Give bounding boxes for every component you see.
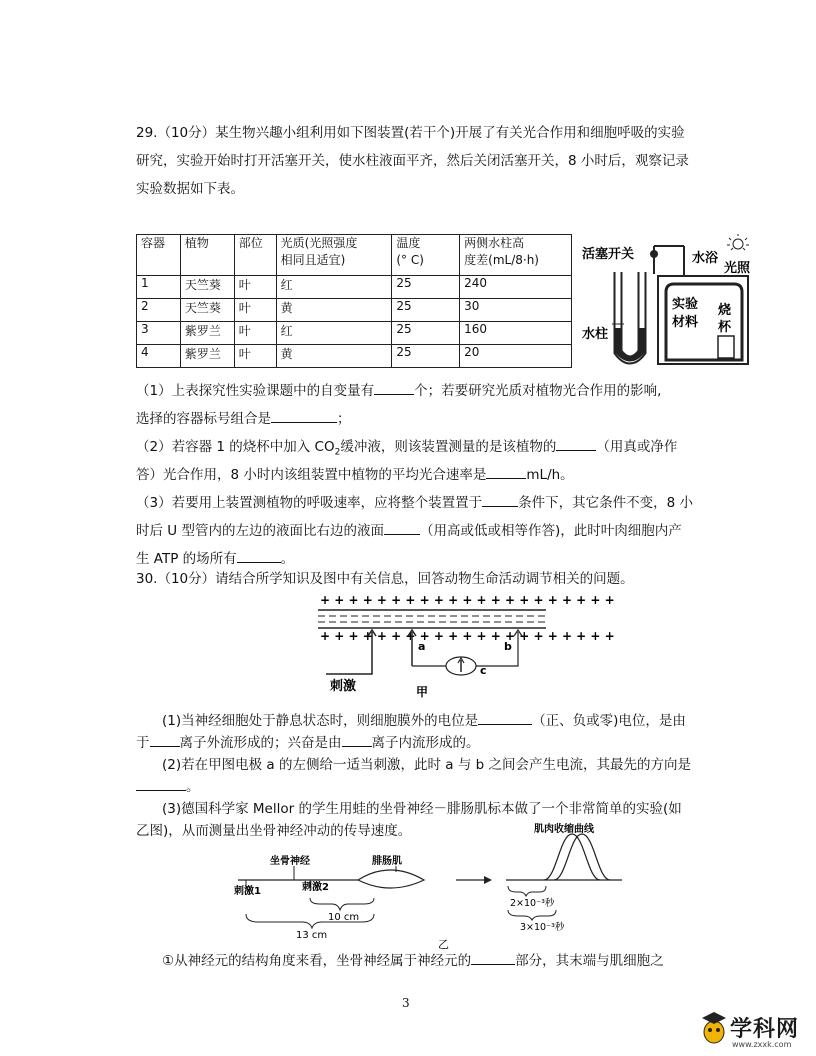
figure-jia: [316, 592, 615, 700]
q29-sub1-line1: （1）上表探究性实验课题中的自变量有 个；若要研究光质对植物光合作用的影响,: [136, 378, 661, 404]
q30-item3-sub1: ①从神经元的结构角度来看，坐骨神经属于神经元的 部分，其末端与肌细胞之: [162, 948, 664, 974]
arrow-right-icon: [456, 876, 492, 884]
q29-sub3-line2: 时后 U 型管内的左边的液面比右边的液面 （用高或低或相等作答)，此时叶肉细胞内产: [136, 518, 682, 544]
label-electrode-a: a: [418, 640, 426, 653]
label-valve: 活塞开关: [582, 247, 635, 262]
valve-icon: [650, 246, 684, 280]
muscle-shape: [358, 870, 424, 888]
q29-sub2-line1: （2）若容器 1 的烧杯中加入 $CO_2$缓冲液，则该装置测量的是该植物的 （用真或净作: [136, 434, 677, 466]
answer-blank[interactable]: [342, 732, 372, 747]
table-cell: 3: [137, 322, 181, 345]
table-row: [137, 322, 572, 345]
answer-blank[interactable]: [478, 710, 532, 725]
table-header-cell: 部位: [234, 235, 276, 276]
table-header-cell: 光质(光照强度 相同且适宜): [276, 235, 392, 276]
label-13cm: 13 cm: [296, 930, 328, 941]
answer-blank[interactable]: [374, 380, 414, 395]
figure-yi: [224, 822, 634, 950]
table-row: [137, 299, 572, 322]
table-cell: 黄: [276, 299, 392, 322]
table-header-cell: 两侧水柱高 度差(mL/8·h): [460, 235, 572, 276]
q29-sub1-line2: 选择的容器标号组合是 ；: [136, 406, 351, 432]
galvanometer-icon: [446, 657, 476, 675]
answer-blank[interactable]: [136, 776, 186, 791]
table-cell: 25: [392, 299, 460, 322]
label-beaker: 烧 杯: [718, 303, 732, 335]
beaker-icon: [718, 336, 734, 358]
table-header-cell: 植物: [180, 235, 234, 276]
table-cell: 紫罗兰: [180, 322, 234, 345]
label-water-column: 水柱: [582, 327, 609, 342]
label-10cm: 10 cm: [328, 912, 360, 923]
q30-item1-line2: 于 离子外流形成的；兴奋是由 离子内流形成的。: [136, 730, 480, 756]
table-cell: 30: [460, 299, 572, 322]
apparatus-diagram: [578, 232, 762, 376]
table-cell: 2: [137, 299, 181, 322]
q30-item1-line1: (1)当神经细胞处于静息状态时，则细胞膜外的电位是 （正、负或零)电位，是由: [162, 708, 686, 734]
table-cell: 叶: [234, 322, 276, 345]
site-logo: [700, 1008, 810, 1052]
label-water-bath: 水浴: [692, 251, 719, 266]
experiment-table: [136, 234, 572, 368]
mascot-icon: [700, 1010, 728, 1046]
table-header-cell: 温度 (° C): [392, 235, 460, 276]
table-cell: 4: [137, 345, 181, 368]
answer-blank[interactable]: [482, 492, 518, 507]
q29-sub3-line3: 生 ATP 的场所有 。: [136, 546, 294, 572]
table-cell: 25: [392, 345, 460, 368]
label-material: 实验 材料: [672, 297, 699, 330]
table-cell: 黄: [276, 345, 392, 368]
table-cell: 25: [392, 322, 460, 345]
answer-blank[interactable]: [237, 548, 281, 563]
label-sciatic-nerve: 坐骨神经: [270, 856, 310, 867]
membrane-charges-bottom: [320, 629, 615, 643]
brace-2ms: [508, 886, 546, 896]
brace-3ms: [508, 910, 556, 920]
q30-item3-line1: (3)德国科学家 Mellor 的学生用蛙的坐骨神经－腓肠肌标本做了一个非常简单的实验(如: [162, 801, 682, 817]
answer-blank[interactable]: [384, 520, 420, 535]
label-stim2: 刺激2: [302, 882, 329, 893]
table-cell: 叶: [234, 345, 276, 368]
q29-line-2: 研究，实验开始时打开活塞开关，使水柱液面平齐，然后关闭活塞开关，8 小时后，观察记录: [136, 153, 689, 169]
table-cell: 红: [276, 322, 392, 345]
answer-blank[interactable]: [150, 732, 180, 747]
q30-item2-line2: 。: [136, 774, 200, 800]
u-tube: [612, 272, 642, 360]
brace-10cm: [310, 898, 374, 910]
table-cell: 20: [460, 345, 572, 368]
table-cell: 160: [460, 322, 572, 345]
figure-jia-caption: 甲: [416, 685, 429, 699]
table-cell: 1: [137, 276, 181, 299]
label-light: 光照: [724, 261, 751, 276]
table-row: [137, 345, 572, 368]
logo-text: 学科网: [730, 1017, 800, 1042]
q29-sub2-line2: 答）光合作用，8 小时内该组装置中植物的平均光合速率是 mL/h。: [136, 462, 574, 488]
contraction-curve-2: [554, 834, 610, 880]
table-cell: 天竺葵: [180, 299, 234, 322]
table-header-row: [137, 235, 572, 276]
contraction-curve-1: [544, 834, 600, 880]
page-number: 3: [402, 996, 410, 1010]
label-2ms: 2×10⁻³秒: [510, 898, 555, 909]
electrode-a-icon: [408, 630, 416, 666]
table-cell: 天竺葵: [180, 276, 234, 299]
q30-item3-line2: 乙图)，从而测量出坐骨神经冲动的传导速度。: [136, 823, 412, 839]
sun-icon: [727, 234, 749, 250]
q29-sub3-line1: （3）若要用上装置测植物的呼吸速率，应将整个装置置于 条件下，其它条件不变，8 小: [136, 490, 693, 516]
svg-text:+ + + + + + + + + + + + + + +: + + + + + + + + + + + + + + + + + + + + +: [320, 593, 615, 607]
table-cell: 25: [392, 276, 460, 299]
label-contraction-curve: 肌肉收缩曲线: [534, 824, 594, 835]
label-gastrocnemius: 腓肠肌: [372, 856, 402, 867]
table-header-cell: 容器: [137, 235, 181, 276]
svg-text:+ + + + + + + + + + + + + + +: + + + + + + + + + + + + + + + + + + + + +: [320, 629, 615, 643]
table-cell: 240: [460, 276, 572, 299]
table-cell: 红: [276, 276, 392, 299]
table-cell: 叶: [234, 276, 276, 299]
answer-blank[interactable]: [556, 436, 596, 451]
answer-blank[interactable]: [486, 464, 526, 479]
label-electrode-b: b: [504, 640, 512, 653]
q30-title: 30.（10分）请结合所学知识及图中有关信息，回答动物生命活动调节相关的问题。: [136, 571, 634, 587]
figure-yi-caption: 乙: [438, 938, 449, 951]
label-3ms: 3×10⁻³秒: [520, 922, 565, 933]
label-stimulus: 刺激: [330, 679, 357, 694]
table-cell: 叶: [234, 299, 276, 322]
answer-blank[interactable]: [271, 408, 337, 423]
logo-url: www.zxxk.com: [732, 1040, 792, 1049]
label-galvanometer-c: c: [480, 664, 487, 677]
table-row: [137, 276, 572, 299]
membrane-charges-top: [320, 593, 615, 607]
q29-line-1: 29.（10分）某生物兴趣小组利用如下图装置(若干个)开展了有关光合作用和细胞呼吸的实验: [136, 125, 685, 141]
q29-line-3: 实验数据如下表。: [136, 181, 244, 197]
label-stim1: 刺激1: [234, 886, 261, 897]
q30-item2-line1: (2)若在甲图电极 a 的左侧给一适当刺激，此时 a 与 b 之间会产生电流，其最先的方向是: [162, 757, 691, 773]
answer-blank[interactable]: [471, 950, 515, 965]
table-cell: 紫罗兰: [180, 345, 234, 368]
